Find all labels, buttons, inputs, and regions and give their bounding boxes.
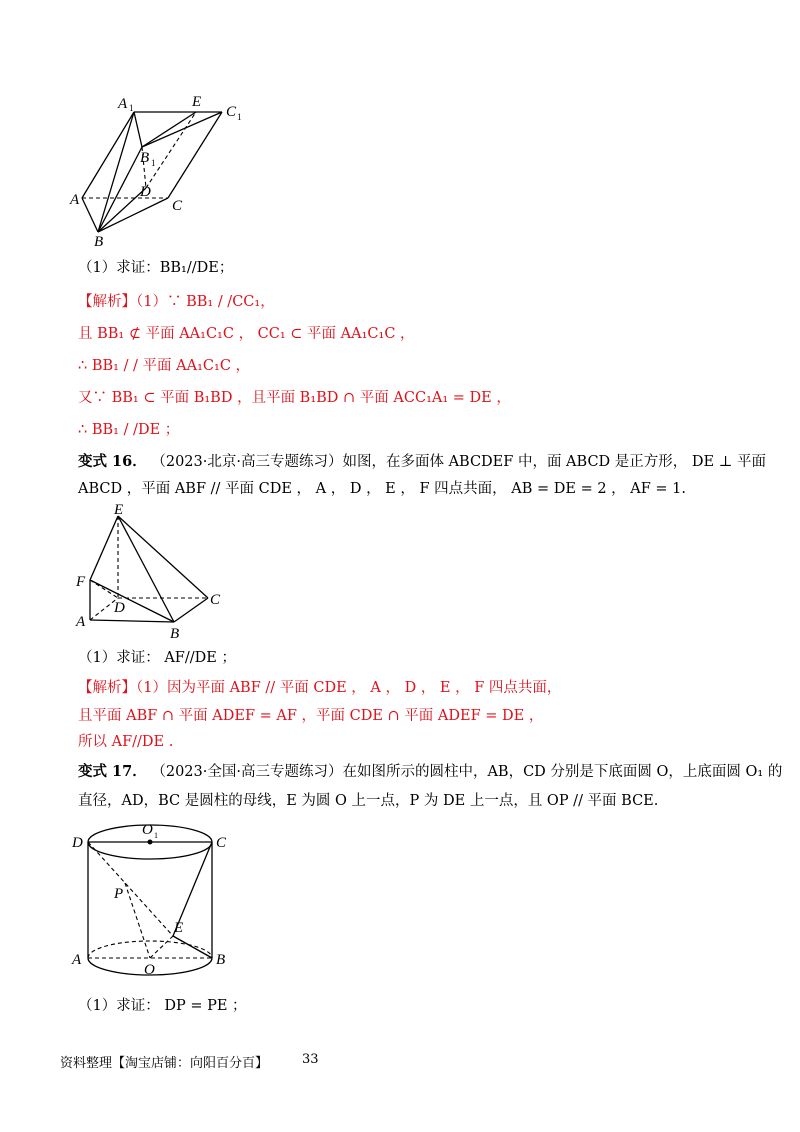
label-E: E xyxy=(192,94,202,110)
figure-cylinder xyxy=(68,818,238,988)
label-B1-sub: 1 xyxy=(151,158,156,168)
solution-line-1: 【解析】（1）∵ BB₁ / /CC₁， xyxy=(78,294,275,310)
solution2-line-1: 【解析】（1）因为平面 ABF // 平面 CDE ， A ， D ， E ， F 四点共面， xyxy=(78,680,562,696)
label-D2: D xyxy=(114,600,125,616)
label-C2: C xyxy=(210,592,221,608)
footer-source: 资料整理【淘宝店铺：向阳百分百】 xyxy=(60,1056,269,1071)
label-A1-sub: 1 xyxy=(129,103,134,113)
cylinder-svg xyxy=(68,818,238,988)
q1-prove-dp-pe: （1）求证： DP = PE ； xyxy=(78,998,247,1014)
label-D3: D xyxy=(72,835,83,851)
variant-16-title: 变式 16． xyxy=(78,453,147,470)
prism-svg xyxy=(60,92,260,252)
label-A: A xyxy=(70,192,80,208)
page-number: 33 xyxy=(302,1052,319,1067)
label-D: D xyxy=(140,184,151,200)
label-F: F xyxy=(76,574,86,590)
label-A3: A xyxy=(72,952,82,968)
label-O1-sub: 1 xyxy=(154,831,158,840)
label-A1: A xyxy=(118,96,128,112)
variant-16-text-1: （2023·北京·高三专题练习）如图，在多面体 ABCDEF 中，面 ABCD 是正方形， DE ⊥ 平面 xyxy=(151,454,766,470)
label-C3: C xyxy=(216,835,227,851)
label-E3: E xyxy=(174,920,184,936)
label-O: O xyxy=(144,962,155,978)
label-B2: B xyxy=(170,626,180,642)
q1-prove-bb1-de: （1）求证：BB₁//DE； xyxy=(78,260,234,276)
polyhedron-svg xyxy=(68,502,238,642)
label-C1-sub: 1 xyxy=(237,112,242,122)
variant-17-title: 变式 17． xyxy=(78,763,147,780)
label-E2: E xyxy=(114,502,124,518)
variant-17-text-1: （2023·全国·高三专题练习）在如图所示的圆柱中，AB，CD 分别是下底面圆 O，上底面圆 O₁ 的 xyxy=(151,764,783,780)
label-B: B xyxy=(94,234,104,250)
label-C1: C xyxy=(226,104,237,120)
label-B3: B xyxy=(216,952,226,968)
solution2-line-3: 所以 AF//DE . xyxy=(78,734,174,750)
solution-line-3: ∴ BB₁ / / 平面 AA₁C₁C ， xyxy=(78,358,251,374)
label-P: P xyxy=(114,886,124,902)
variant-16-line-1 xyxy=(78,452,766,472)
solution-line-5: ∴ BB₁ / /DE ； xyxy=(78,422,180,438)
solution2-line-2: 且平面 ABF ∩ 平面 ADEF = AF ，平面 CDE ∩ 平面 ADEF = DE ， xyxy=(78,708,544,724)
label-C: C xyxy=(172,198,183,214)
variant-16-text-2: ABCD ，平面 ABF // 平面 CDE ， A ， D ， E ， F 四点共面， AB = DE = 2 ， AF = 1. xyxy=(78,481,687,497)
figure-prism xyxy=(60,92,260,252)
q1-prove-af-de: （1）求证： AF//DE ； xyxy=(78,650,236,666)
solution-line-4: 又∵ BB₁ ⊂ 平面 B₁BD ，且平面 B₁BD ∩ 平面 ACC₁A₁ = DE ， xyxy=(78,390,511,406)
variant-17-text-2: 直径，AD，BC 是圆柱的母线，E 为圆 O 上一点，P 为 DE 上一点，且 OP // 平面 BCE. xyxy=(78,793,659,809)
solution-line-2: 且 BB₁ ⊄ 平面 AA₁C₁C ， CC₁ ⊂ 平面 AA₁C₁C ， xyxy=(78,326,415,342)
variant-17-line-1 xyxy=(78,762,782,782)
label-A2: A xyxy=(76,614,86,630)
label-O1: O xyxy=(142,822,153,838)
label-B1: B xyxy=(140,150,150,166)
figure-polyhedron xyxy=(68,502,238,642)
